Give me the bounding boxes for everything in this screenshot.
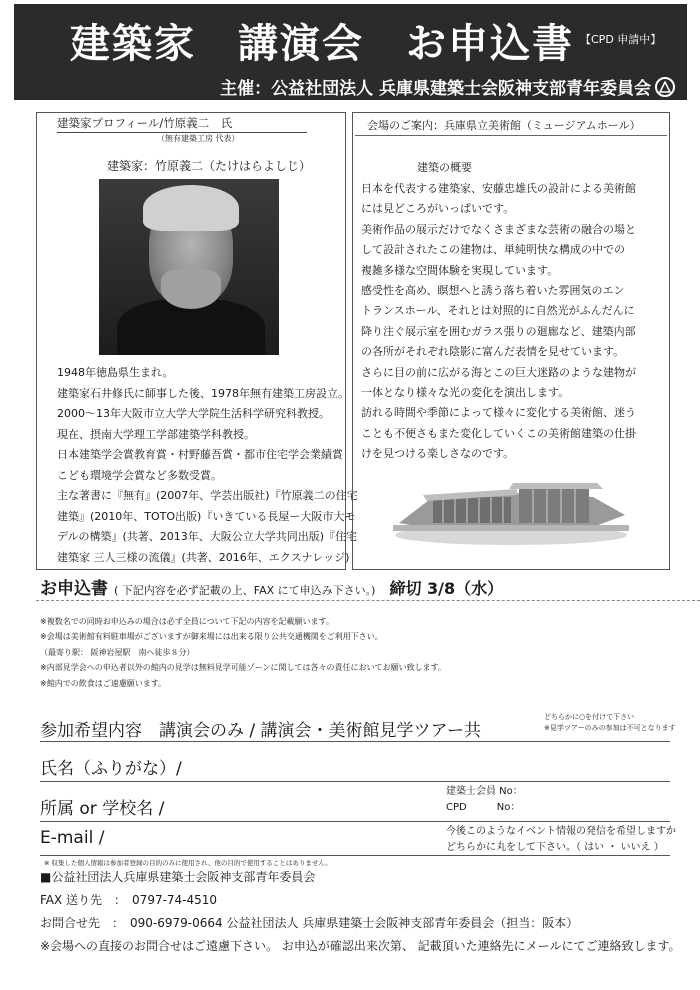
bio-line: 建築家石井修氏に師事した後、1978年無有建築工房設立。: [57, 386, 349, 400]
header-banner: [14, 4, 687, 100]
note-line: ※館内での飲食はご遠慮願います。: [40, 678, 167, 688]
deadline: 締切 3/8（水）: [389, 579, 504, 598]
overview-line: 美術作品の展示だけでなくさまざまな芸術の融合の場と: [361, 222, 636, 236]
note-line: ※内部見学会への申込者以外の館内の見学は無料見学可能ゾーンに関しては各々の責任においてお願い致します。: [40, 663, 446, 673]
venue-label: 会場のご案内：兵庫県立美術館（ミュージアムホール）: [367, 119, 641, 132]
preference-answer[interactable]: どちらかに丸をして下さい。（ はい ・ いいえ ）: [446, 842, 664, 853]
overview-line: 日本を代表する建築家、安藤忠雄氏の設計による美術館: [361, 182, 636, 195]
email-label: E-mail /: [40, 828, 105, 848]
member-no-label: 建築士会員 No：: [446, 786, 523, 797]
overview-line: ことも不便さもまた変化していくこの美術館建築の仕掛: [361, 426, 636, 440]
application-header: [40, 574, 503, 599]
bio-line: 建築』(2010年、TOTO出版)『いきている長屋ー大阪市大モ: [57, 509, 356, 523]
name-field[interactable]: [40, 742, 670, 782]
profile-title: 建築家プロフィール/竹原義二 氏: [57, 115, 307, 133]
cpd-no-label: CPD No：: [446, 802, 521, 813]
overview-line: トランスホール、それとは対照的に自然光がふんだんに: [361, 304, 635, 318]
overview-line: して設計されたこの建物は、単純明快な構成の中での: [361, 243, 625, 257]
profile-box: [36, 112, 358, 570]
organization-logo-icon: [655, 77, 675, 97]
participation-note: どちらかに○を付けて下さい: [544, 713, 635, 721]
footer: [40, 866, 681, 958]
overview-line: 複雑多様な空間体験を実現しています。: [361, 263, 559, 277]
divider: [355, 135, 667, 136]
application-instruction: ( 下記内容を必ず記載の上、FAX にて申込み下さい。): [114, 584, 376, 597]
bio-line: 日本建築学会賞教育賞・村野藤吾賞・都市住宅学会業績賞: [57, 448, 343, 461]
info-preference: [446, 824, 676, 856]
overview-title: 建築の概要: [417, 161, 472, 174]
overview-line: 降り注ぐ展示室を囲むガラス張りの廻廊など、建築内部: [361, 324, 636, 338]
participation-row[interactable]: [40, 708, 676, 742]
overview-line: の各所がそれぞれ陰影に富んだ表情を見せています。: [361, 345, 625, 359]
bio-line: デルの構築』(共著、2013年、大阪公立大学共同出版)『住宅: [57, 530, 358, 543]
preference-question: 今後このようなイベント情報の発信を希望しますか: [446, 826, 676, 837]
divider: [36, 600, 700, 601]
overview-line: けを見つける楽しさなのです。: [361, 447, 515, 461]
affiliation-label: 所属 or 学校名 /: [40, 799, 165, 819]
bio-line: 現在、摂南大学理工学部建築学科教授。: [57, 427, 255, 441]
participation-label: 参加希望内容 講演会のみ / 講演会・美術館見学ツアー共: [40, 721, 482, 741]
overview-line: には見どころがいっぱいです。: [361, 202, 515, 216]
venue-box: [352, 112, 670, 570]
overview-line: 一体となり様々な光の変化を演出します。: [361, 386, 570, 400]
museum-building-illustration: [393, 467, 629, 547]
email-field[interactable]: [40, 822, 676, 856]
member-numbers: [446, 784, 523, 816]
privacy-note: ※ 収集した個人情報は参加者登録の目的のみに使用され、他の目的で使用することはありません。: [44, 859, 332, 867]
bio-line: 2000～13年大阪市立大学大学院生活科学研究科教授。: [57, 407, 330, 420]
bio-line: 建築家 三人三様の流儀』(共著、2016年、エクスナレッジ): [57, 550, 350, 564]
overview-text: [361, 179, 667, 465]
bio-line: 主な著書に『無有』(2007年、学芸出版社)『竹原義二の住宅: [57, 489, 358, 502]
host-organization: [220, 74, 675, 99]
notes: [40, 614, 446, 691]
overview-line: 訪れる時間や季節によって様々に変化する美術館、迷う: [361, 406, 636, 420]
name-label: 氏名（ふりがな）/: [40, 759, 182, 779]
footer-fax: FAX 送り先 ： 0797-74-4510: [40, 893, 218, 907]
architect-photo: [99, 179, 279, 355]
application-heading: お申込書: [40, 579, 108, 599]
profile-affiliation: （無有建築工房 代表）: [157, 134, 240, 143]
profile-name: 建築家：竹原義二（たけはらよしじ）: [107, 159, 312, 173]
affiliation-field[interactable]: [40, 782, 670, 822]
note-line: ※会場は美術館有料駐車場がございますが御来場には出来る限り公共交通機関をご利用下さい。: [40, 632, 383, 642]
profile-bio: [57, 363, 358, 568]
bio-line: 1948年徳島県生まれ。: [57, 366, 174, 379]
footer-contact: お問合せ先 ： 090-6979-0664 公益社団法人 兵庫県建築士会阪神支部青年委員会（担当：阪本）: [40, 916, 579, 930]
overview-line: さらに目の前に広がる海とこの巨大迷路のような建物が: [361, 365, 636, 379]
host-text: 主催：公益社団法人 兵庫県建築士会阪神支部青年委員会: [220, 79, 651, 99]
participation-notes: [544, 712, 676, 734]
footer-org: ■公益社団法人兵庫県建築士会阪神支部青年委員会: [40, 870, 316, 884]
bio-line: こども環境学会賞など多数受賞。: [57, 468, 222, 482]
overview-line: 感受性を高め、瞑想へと誘う落ち着いた雰囲気のエン: [361, 284, 625, 298]
participation-note: ※見学ツアーのみの参加は不可となります: [544, 724, 676, 732]
cpd-badge: 【CPD 申請中】: [580, 33, 662, 46]
footer-notice: ※会場への直接のお問合せはご遠慮下さい。 お申込が確認出来次第、 記載頂いた連絡先にメールにてご連絡致します。: [40, 939, 681, 953]
page-title: 建築家 講演会 お申込書: [70, 21, 574, 67]
note-line: （最寄り駅： 阪神岩屋駅 南へ徒歩８分）: [40, 647, 195, 657]
note-line: ※複数名での同時お申込みの場合は必ず全員について下記の内容を記載願います。: [40, 617, 334, 626]
